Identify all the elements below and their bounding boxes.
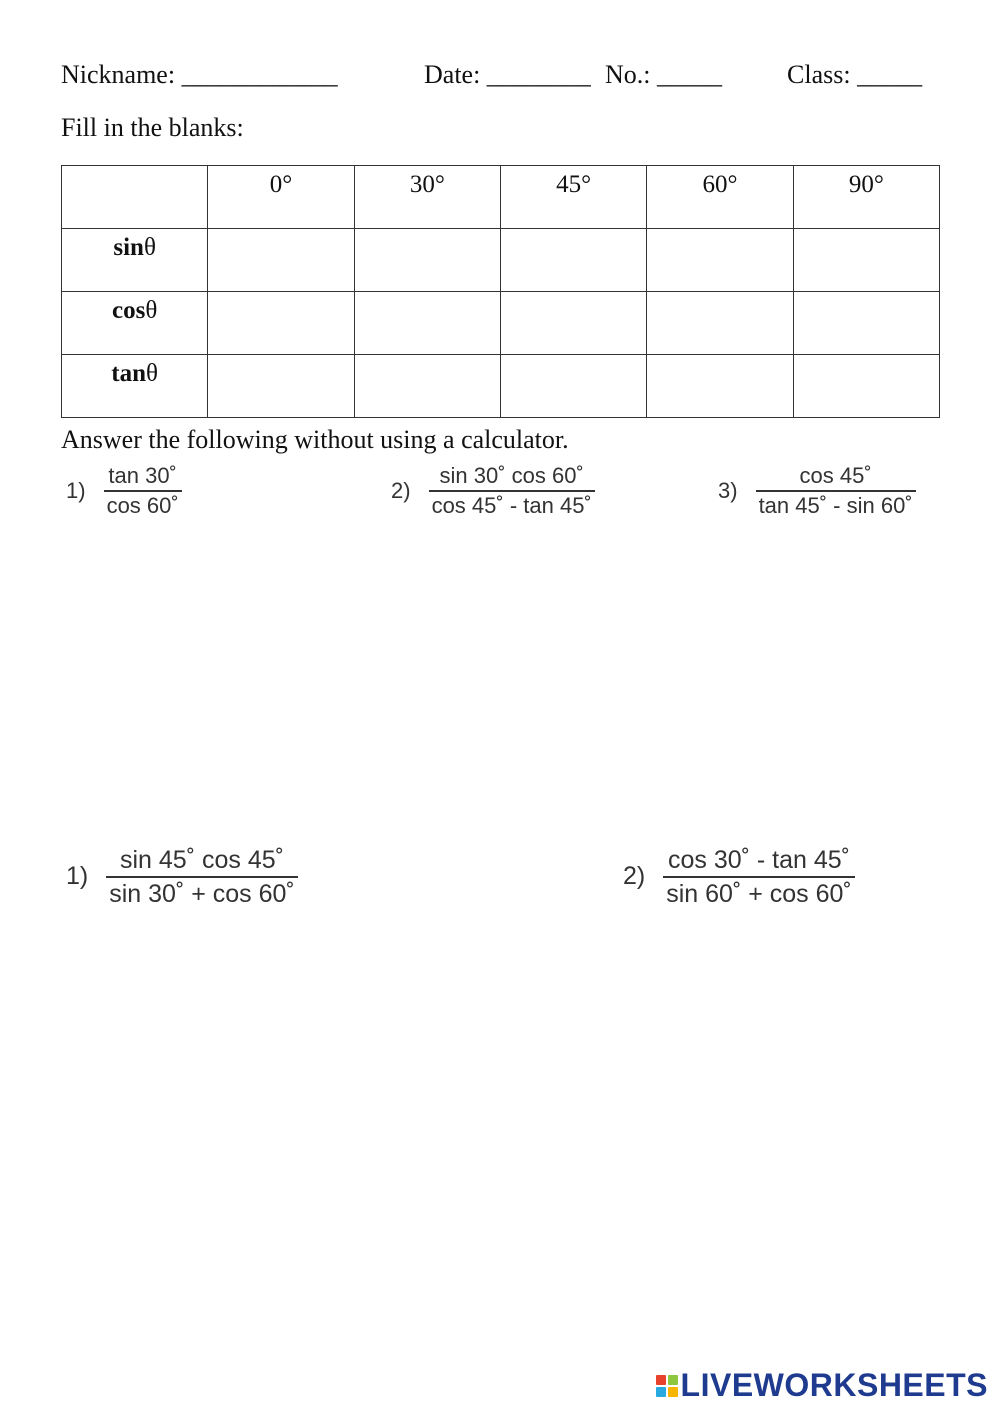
fraction: [104, 463, 182, 519]
fraction-bar: [106, 876, 298, 878]
answer-cell[interactable]: [793, 355, 939, 418]
problem-expression: [66, 845, 298, 909]
table-row-sin: [62, 229, 940, 292]
problem-expression: [66, 463, 182, 519]
numerator: sin 30˚ cos 60˚: [439, 463, 584, 488]
fraction: [663, 845, 855, 909]
fraction: [756, 463, 916, 519]
table-corner-cell: [62, 166, 208, 229]
logo-square: [668, 1375, 678, 1385]
answer-cell[interactable]: [500, 292, 646, 355]
angle-header: 30°: [354, 166, 500, 229]
table-header-row: [62, 166, 940, 229]
denominator: tan 45˚ - sin 60˚: [758, 492, 913, 518]
row-label: tanθ: [62, 355, 208, 418]
angle-header: 60°: [647, 166, 793, 229]
denominator: cos 60˚: [106, 492, 179, 518]
answer-cell[interactable]: [354, 355, 500, 418]
row-label: sinθ: [62, 229, 208, 292]
angle-header: 0°: [208, 166, 354, 229]
answer-cell[interactable]: [208, 355, 354, 418]
angle-header: 90°: [793, 166, 939, 229]
problem-number: 2): [391, 477, 411, 503]
answer-cell[interactable]: [793, 292, 939, 355]
answer-cell[interactable]: [647, 355, 793, 418]
denominator: sin 30˚ + cos 60˚: [109, 879, 295, 908]
denominator: sin 60˚ + cos 60˚: [666, 879, 852, 908]
row-label: cosθ: [62, 292, 208, 355]
logo-icon: [656, 1375, 678, 1397]
fraction: [429, 463, 595, 519]
fraction-bar: [429, 490, 595, 492]
answer-cell[interactable]: [500, 229, 646, 292]
problem-expression: [718, 463, 916, 519]
problem-expression: [623, 845, 855, 909]
logo-square: [656, 1387, 666, 1397]
fraction-bar: [663, 876, 855, 878]
fraction: [106, 845, 298, 909]
trig-table: [61, 165, 940, 418]
answer-cell[interactable]: [208, 229, 354, 292]
numerator: cos 45˚: [799, 463, 872, 488]
answer-cell[interactable]: [354, 292, 500, 355]
header-line: [61, 60, 940, 96]
logo-square: [656, 1375, 666, 1385]
problem-expression: [391, 463, 595, 519]
fraction-bar: [756, 490, 916, 492]
problem-number: 1): [66, 862, 89, 891]
answer-cell[interactable]: [500, 355, 646, 418]
numerator: tan 30˚: [108, 463, 177, 488]
table-row-tan: [62, 355, 940, 418]
angle-header: 45°: [500, 166, 646, 229]
fill-blanks-instruction: Fill in the blanks:: [61, 113, 244, 142]
answer-cell[interactable]: [647, 292, 793, 355]
answer-cell[interactable]: [793, 229, 939, 292]
numerator: cos 30˚ - tan 45˚: [667, 846, 850, 874]
liveworksheets-logo: [656, 1367, 988, 1404]
answer-cell[interactable]: [354, 229, 500, 292]
answer-cell[interactable]: [647, 229, 793, 292]
answer-cell[interactable]: [208, 292, 354, 355]
answer-instruction: Answer the following without using a calculator.: [61, 425, 569, 454]
date-field: Date: ________: [424, 60, 591, 89]
problem-number: 3): [718, 477, 738, 503]
numerator: sin 45˚ cos 45˚: [120, 846, 284, 874]
class-field: Class: _____: [787, 60, 923, 89]
number-field: No.: _____: [605, 60, 722, 89]
denominator: cos 45˚ - tan 45˚: [431, 492, 592, 518]
nickname-field: Nickname: ____________: [61, 60, 338, 89]
problem-number: 1): [66, 477, 86, 503]
fraction-bar: [104, 490, 182, 492]
logo-text: LIVEWORKSHEETS: [680, 1367, 988, 1403]
problem-number: 2): [623, 862, 646, 891]
logo-square: [668, 1387, 678, 1397]
table-row-cos: [62, 292, 940, 355]
